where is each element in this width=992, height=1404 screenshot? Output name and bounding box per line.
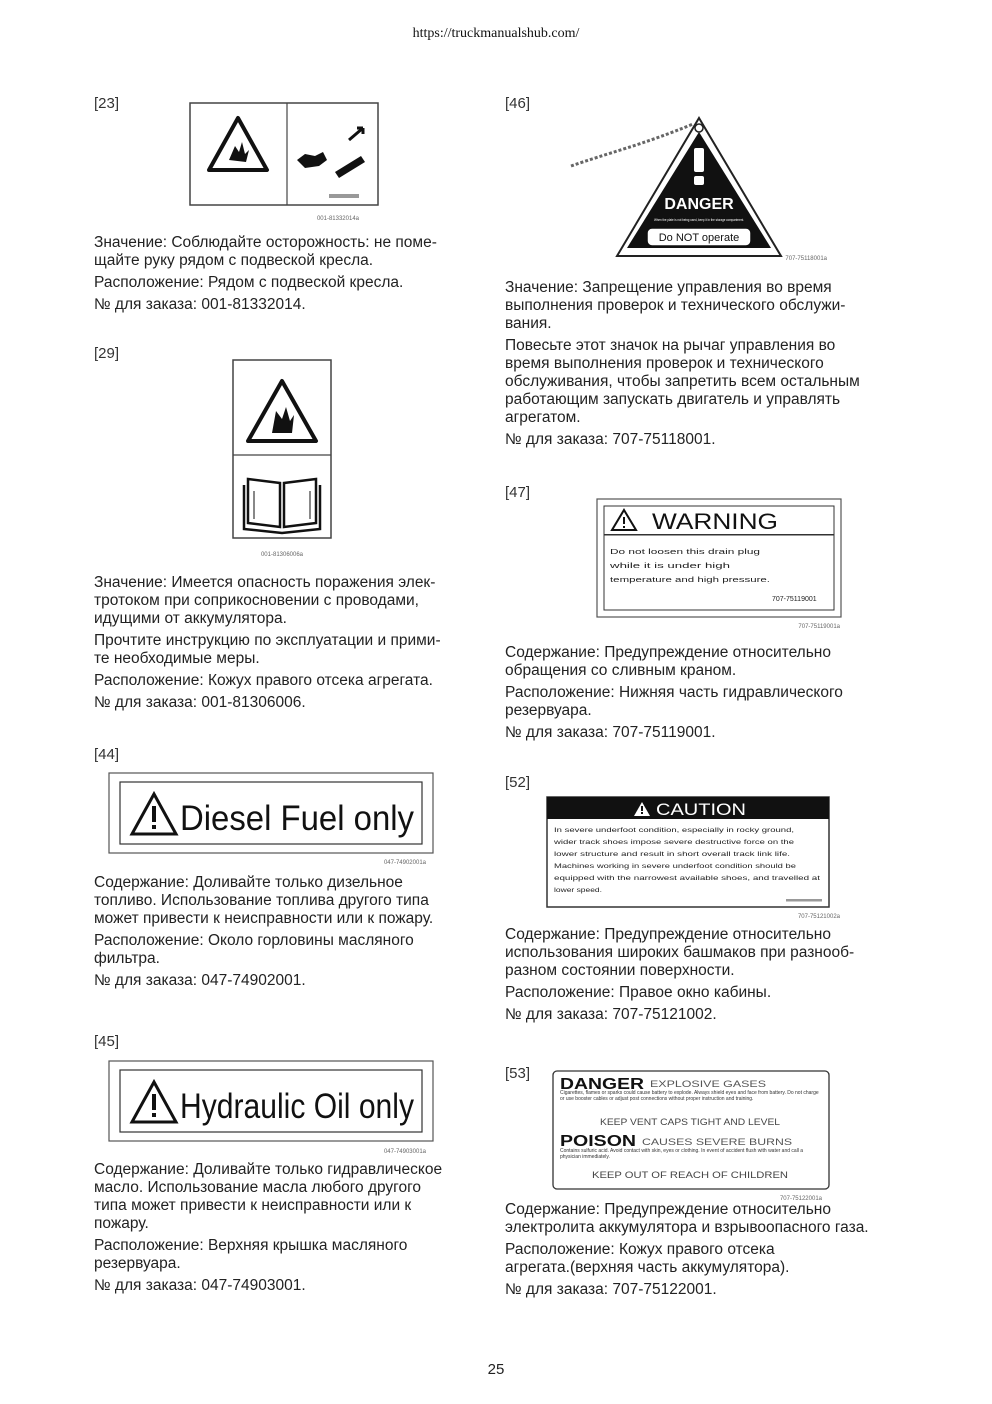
label-small: When the plate is not being used, keep it in the storage compartment.: [654, 218, 745, 222]
item-tag: [47]: [505, 484, 531, 501]
label-code: 707-75122001a: [779, 1196, 822, 1202]
text-line: Значение: Имеется опасность поражения элек- тротоком при соприкосновении с проводами, идущими от аккумулятора.: [94, 574, 436, 627]
text-line: Повесьте этот значок на рычаг управления во время выполнения проверок и технического обслуживания, чтобы запретить всем остальным работающим запускать двигатель и управлять агрегатом.: [505, 337, 860, 426]
danger-tag-label: [565, 114, 829, 262]
label-line: while it is under high: [608, 563, 731, 570]
label-44-figure: [108, 772, 434, 873]
battery-danger-poison-label: [552, 1070, 834, 1204]
header-url[interactable]: https://truckmanualshub.com/: [412, 26, 580, 41]
text-line: № для заказа: 707-75121002.: [505, 1006, 717, 1023]
label-title: CAUTION: [656, 800, 746, 819]
label-53-figure: [552, 1070, 834, 1209]
text-line: № для заказа: 707-75122001.: [505, 1281, 717, 1298]
label-line: equipped with the narrowest available shoes, and travelled at: [554, 876, 821, 882]
text-line: № для заказа: 047-74903001.: [94, 1277, 306, 1294]
label-title: DANGER: [664, 196, 734, 213]
label-poison: POISON: [560, 1133, 636, 1150]
diesel-fuel-label: [108, 772, 434, 868]
text-line: Расположение: Около горловины масляного фильтра.: [94, 932, 414, 967]
item-47-text: [505, 644, 897, 746]
label-poison-sub: CAUSES SEVERE BURNS: [642, 1137, 792, 1147]
text-line: Расположение: Кожух правого отсека агрегата.(верхняя часть аккумулятора).: [505, 1241, 790, 1276]
label-line: lower speed.: [554, 888, 603, 894]
text-line: Расположение: Рядом с подвеской кресла.: [94, 274, 404, 291]
text-line: Прочтите инструкцию по эксплуатации и прими- те необходимые меры.: [94, 632, 441, 667]
item-44-text: [94, 874, 486, 994]
label-23-figure: [189, 102, 379, 229]
label-danger-body: Cigarettes, flames or sparks could cause battery to explode. Always shield eyes and face from battery. Do not charge or use booster cables or adjust post connections without proper instruction and training.: [560, 1090, 819, 1102]
text-line: № для заказа: 001-81332014.: [94, 296, 306, 313]
label-text: Hydraulic Oil only: [180, 1087, 415, 1126]
item-tag: [52]: [505, 774, 531, 791]
label-code: 001-81332014a: [316, 216, 359, 222]
text-line: Расположение: Правое окно кабины.: [505, 984, 772, 1001]
label-line: Do not loosen this drain plug: [610, 549, 761, 556]
label-line: temperature and high pressure.: [610, 577, 771, 584]
label-text: Diesel Fuel only: [180, 799, 415, 838]
label-danger-sub: EXPLOSIVE GASES: [650, 1079, 766, 1089]
label-danger-foot: KEEP VENT CAPS TIGHT AND LEVEL: [600, 1117, 780, 1127]
text-line: Содержание: Доливайте только гидравлическое масло. Использование масла любого другого типа может привести к неисправности или к пожару.: [94, 1161, 443, 1232]
label-code: 707-75121002a: [797, 914, 840, 920]
label-45-figure: [108, 1060, 434, 1163]
text-line: № для заказа: 001-81306006.: [94, 694, 306, 711]
label-code: 047-74903001a: [383, 1149, 426, 1155]
text-line: № для заказа: 707-75118001.: [505, 431, 716, 448]
label-code: 001-81306006a: [260, 552, 304, 558]
item-45-text: [94, 1161, 486, 1299]
label-46-figure: [565, 114, 829, 267]
label-button: Do NOT operate: [658, 232, 740, 244]
page-number: 25: [487, 1361, 505, 1378]
label-52-figure: [546, 796, 842, 925]
hydraulic-oil-label: [108, 1060, 434, 1158]
text-line: Содержание: Доливайте только дизельное топливо. Использование топлива другого типа может привести к неисправности или к пожару.: [94, 874, 434, 927]
item-tag: [23]: [94, 95, 120, 112]
caution-track-shoes-label: [546, 796, 842, 920]
item-tag: [45]: [94, 1033, 120, 1050]
text-line: Содержание: Предупреждение относительно электролита аккумулятора и взрывоопасного газа.: [505, 1201, 869, 1236]
item-23-text: [94, 234, 486, 318]
item-29-text: [94, 574, 486, 716]
label-29-figure: [232, 359, 332, 566]
text-line: Значение: Соблюдайте осторожность: не поме- щайте руку рядом с подвеской кресла.: [94, 234, 437, 269]
item-46-text: [505, 279, 897, 453]
text-line: Расположение: Кожух правого отсека агрегата.: [94, 672, 433, 689]
label-code-inner: 707-75119001: [772, 596, 817, 603]
label-poison-foot: KEEP OUT OF REACH OF CHILDREN: [592, 1170, 788, 1180]
warning-drain-plug-label: [596, 498, 842, 630]
label-poison-body: Contains sulfuric acid. Avoid contact with skin, eyes or clothing. In event of accident flush with water and call a physician immediately.: [560, 1148, 804, 1160]
text-line: Расположение: Верхняя крышка масляного резервуара.: [94, 1237, 408, 1272]
electric-shock-manual-label: [232, 359, 332, 561]
text-line: № для заказа: 047-74902001.: [94, 972, 306, 989]
item-53-text: [505, 1201, 897, 1303]
text-line: № для заказа: 707-75119001.: [505, 724, 716, 741]
label-47-figure: [596, 498, 842, 635]
label-line: Machines working in severe underfoot condition should be: [554, 864, 798, 870]
text-line: Расположение: Нижняя часть гидравлического резервуара.: [505, 684, 843, 719]
label-line: lower structure and result in short overall track link life.: [554, 852, 791, 858]
hand-pinch-warning-label: [189, 102, 379, 224]
item-tag: [46]: [505, 95, 531, 112]
text-line: Содержание: Предупреждение относительно обращения со сливным краном.: [505, 644, 831, 679]
item-tag: [53]: [505, 1065, 531, 1082]
label-title: WARNING: [652, 509, 778, 534]
label-line: In severe underfoot condition, especially in rocky ground,: [554, 828, 795, 834]
text-line: Содержание: Предупреждение относительно использования широких башмаков при разнооб- разном состоянии поверхности.: [505, 926, 855, 979]
item-52-text: [505, 926, 897, 1028]
label-danger: DANGER: [560, 1076, 645, 1093]
label-line: wider track shoes impose severe destructive force on the: [552, 840, 796, 846]
label-code: 047-74902001a: [383, 860, 426, 866]
label-code: 707-75118001a: [785, 256, 827, 262]
label-code: 707-75119001a: [798, 624, 840, 630]
text-line: Значение: Запрещение управления во время выполнения проверок и технического обслужи- вания.: [505, 279, 846, 332]
item-tag: [44]: [94, 746, 120, 763]
item-tag: [29]: [94, 345, 120, 362]
